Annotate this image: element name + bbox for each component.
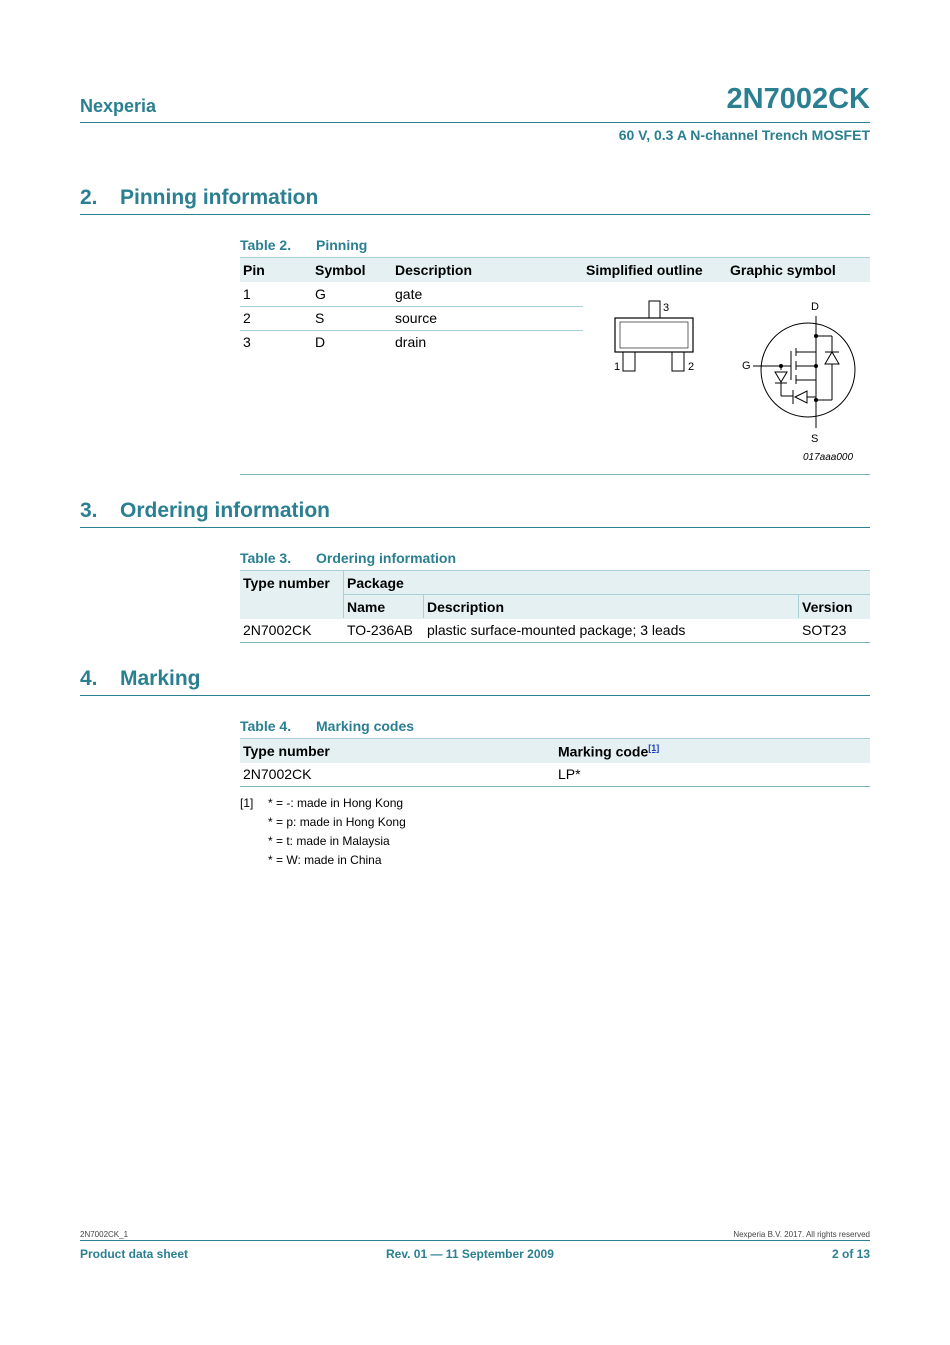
package-name-cell: TO-236AB — [347, 622, 413, 638]
column-header: Type number — [243, 575, 330, 591]
footer-copyright: Nexperia B.V. 2017. All rights reserved — [733, 1230, 870, 1239]
package-body — [615, 318, 693, 352]
table-row — [240, 330, 583, 354]
pin3-lead — [649, 301, 660, 318]
pin2-lead — [672, 352, 684, 371]
footer-page-number: 2 of 13 — [831, 1247, 870, 1261]
mosfet-graphic-symbol — [735, 296, 865, 466]
footer-revision: Rev. 01 — 11 September 2009 — [386, 1247, 554, 1261]
part-number: 2N7002CK — [726, 83, 870, 115]
description-cell: source — [395, 310, 438, 326]
section-divider — [80, 695, 870, 696]
section-number: 2. — [80, 186, 98, 209]
section-divider — [80, 527, 870, 528]
footer-doc-id: 2N7002CK_1 — [80, 1230, 129, 1239]
marking-code-header: Marking code — [558, 743, 649, 760]
footer-divider — [80, 1240, 870, 1241]
table-caption-ordering — [240, 550, 456, 566]
mosfet-symbol-lines — [753, 316, 855, 428]
header-divider — [80, 122, 870, 123]
section-number: 3. — [80, 499, 98, 522]
note-ref: [1] — [240, 796, 254, 810]
column-header: Symbol — [315, 262, 366, 278]
source-label: S — [811, 433, 819, 445]
note-line: * = p: made in Hong Kong — [268, 815, 406, 829]
column-header: Package — [347, 575, 404, 591]
pin1-label: 1 — [614, 361, 621, 373]
table-row — [240, 306, 583, 330]
brand-name: Nexperia — [80, 96, 157, 116]
column-header — [558, 743, 659, 760]
note-line: * = t: made in Malaysia — [268, 834, 390, 848]
table-caption: Ordering information — [316, 550, 456, 566]
table-row — [240, 762, 870, 786]
pin2-label: 2 — [688, 361, 695, 373]
note-line: * = W: made in China — [268, 853, 382, 867]
sot23-outline-drawing — [605, 296, 705, 376]
table-bottom-rule — [240, 474, 870, 475]
description-cell: gate — [395, 286, 423, 302]
pin1-lead — [623, 352, 635, 371]
section-number: 4. — [80, 667, 98, 690]
table-bottom-rule — [240, 786, 870, 787]
column-divider — [343, 571, 344, 618]
gate-label: G — [742, 360, 751, 372]
table-row — [240, 618, 870, 642]
pin3-label: 3 — [663, 302, 670, 314]
type-number-cell: 2N7002CK — [243, 622, 312, 638]
marking-table-header — [240, 738, 870, 763]
column-divider — [798, 595, 799, 618]
marking-code-cell: LP* — [558, 766, 581, 782]
table-label: Table 4. — [240, 718, 292, 734]
table-caption: Pinning — [316, 237, 368, 253]
symbol-cell: S — [315, 310, 325, 326]
package-body-inner — [620, 322, 688, 348]
column-divider — [423, 595, 424, 618]
pinning-table-header — [240, 257, 870, 282]
footer-doc-type: Product data sheet — [80, 1247, 189, 1261]
package-description-cell: plastic surface-mounted package; 3 leads — [427, 622, 686, 638]
column-header: Graphic symbol — [730, 262, 836, 278]
junction-dot — [814, 398, 818, 402]
description-cell: drain — [395, 334, 427, 350]
junction-dot — [814, 334, 818, 338]
drain-label: D — [811, 301, 819, 313]
section-heading-marking — [80, 667, 201, 691]
section-title: Pinning information — [120, 186, 319, 209]
column-header: Description — [427, 599, 505, 615]
section-heading-pinning — [80, 186, 318, 210]
symbol-cell: D — [315, 334, 326, 350]
package-version-cell: SOT23 — [802, 622, 847, 638]
table-label: Table 3. — [240, 550, 292, 566]
junction-dot — [814, 364, 818, 368]
table-row — [240, 282, 583, 306]
footnote-link[interactable]: [1] — [648, 743, 660, 753]
table-caption-pinning — [240, 237, 367, 253]
column-header: Version — [802, 599, 853, 615]
pin-cell: 3 — [243, 334, 251, 350]
column-header: Simplified outline — [586, 262, 703, 278]
note-line: * = -: made in Hong Kong — [268, 796, 404, 810]
pin-cell: 1 — [243, 286, 251, 302]
column-header: Type number — [243, 743, 330, 759]
column-header: Name — [347, 599, 386, 615]
table-caption-marking — [240, 718, 414, 734]
table-label: Table 2. — [240, 237, 292, 253]
section-title: Marking — [120, 667, 201, 690]
column-header: Description — [395, 262, 473, 278]
pin-cell: 2 — [243, 310, 251, 326]
junction-dot — [779, 364, 783, 368]
symbol-cell: G — [315, 286, 326, 302]
column-header: Pin — [243, 262, 265, 278]
type-number-cell: 2N7002CK — [243, 766, 312, 782]
section-title: Ordering information — [120, 499, 330, 522]
document-subtitle: 60 V, 0.3 A N-channel Trench MOSFET — [618, 127, 870, 143]
figure-id: 017aaa000 — [803, 452, 854, 463]
table-caption: Marking codes — [316, 718, 415, 734]
section-heading-ordering — [80, 499, 330, 523]
table-bottom-rule — [240, 642, 870, 643]
section-divider — [80, 214, 870, 215]
